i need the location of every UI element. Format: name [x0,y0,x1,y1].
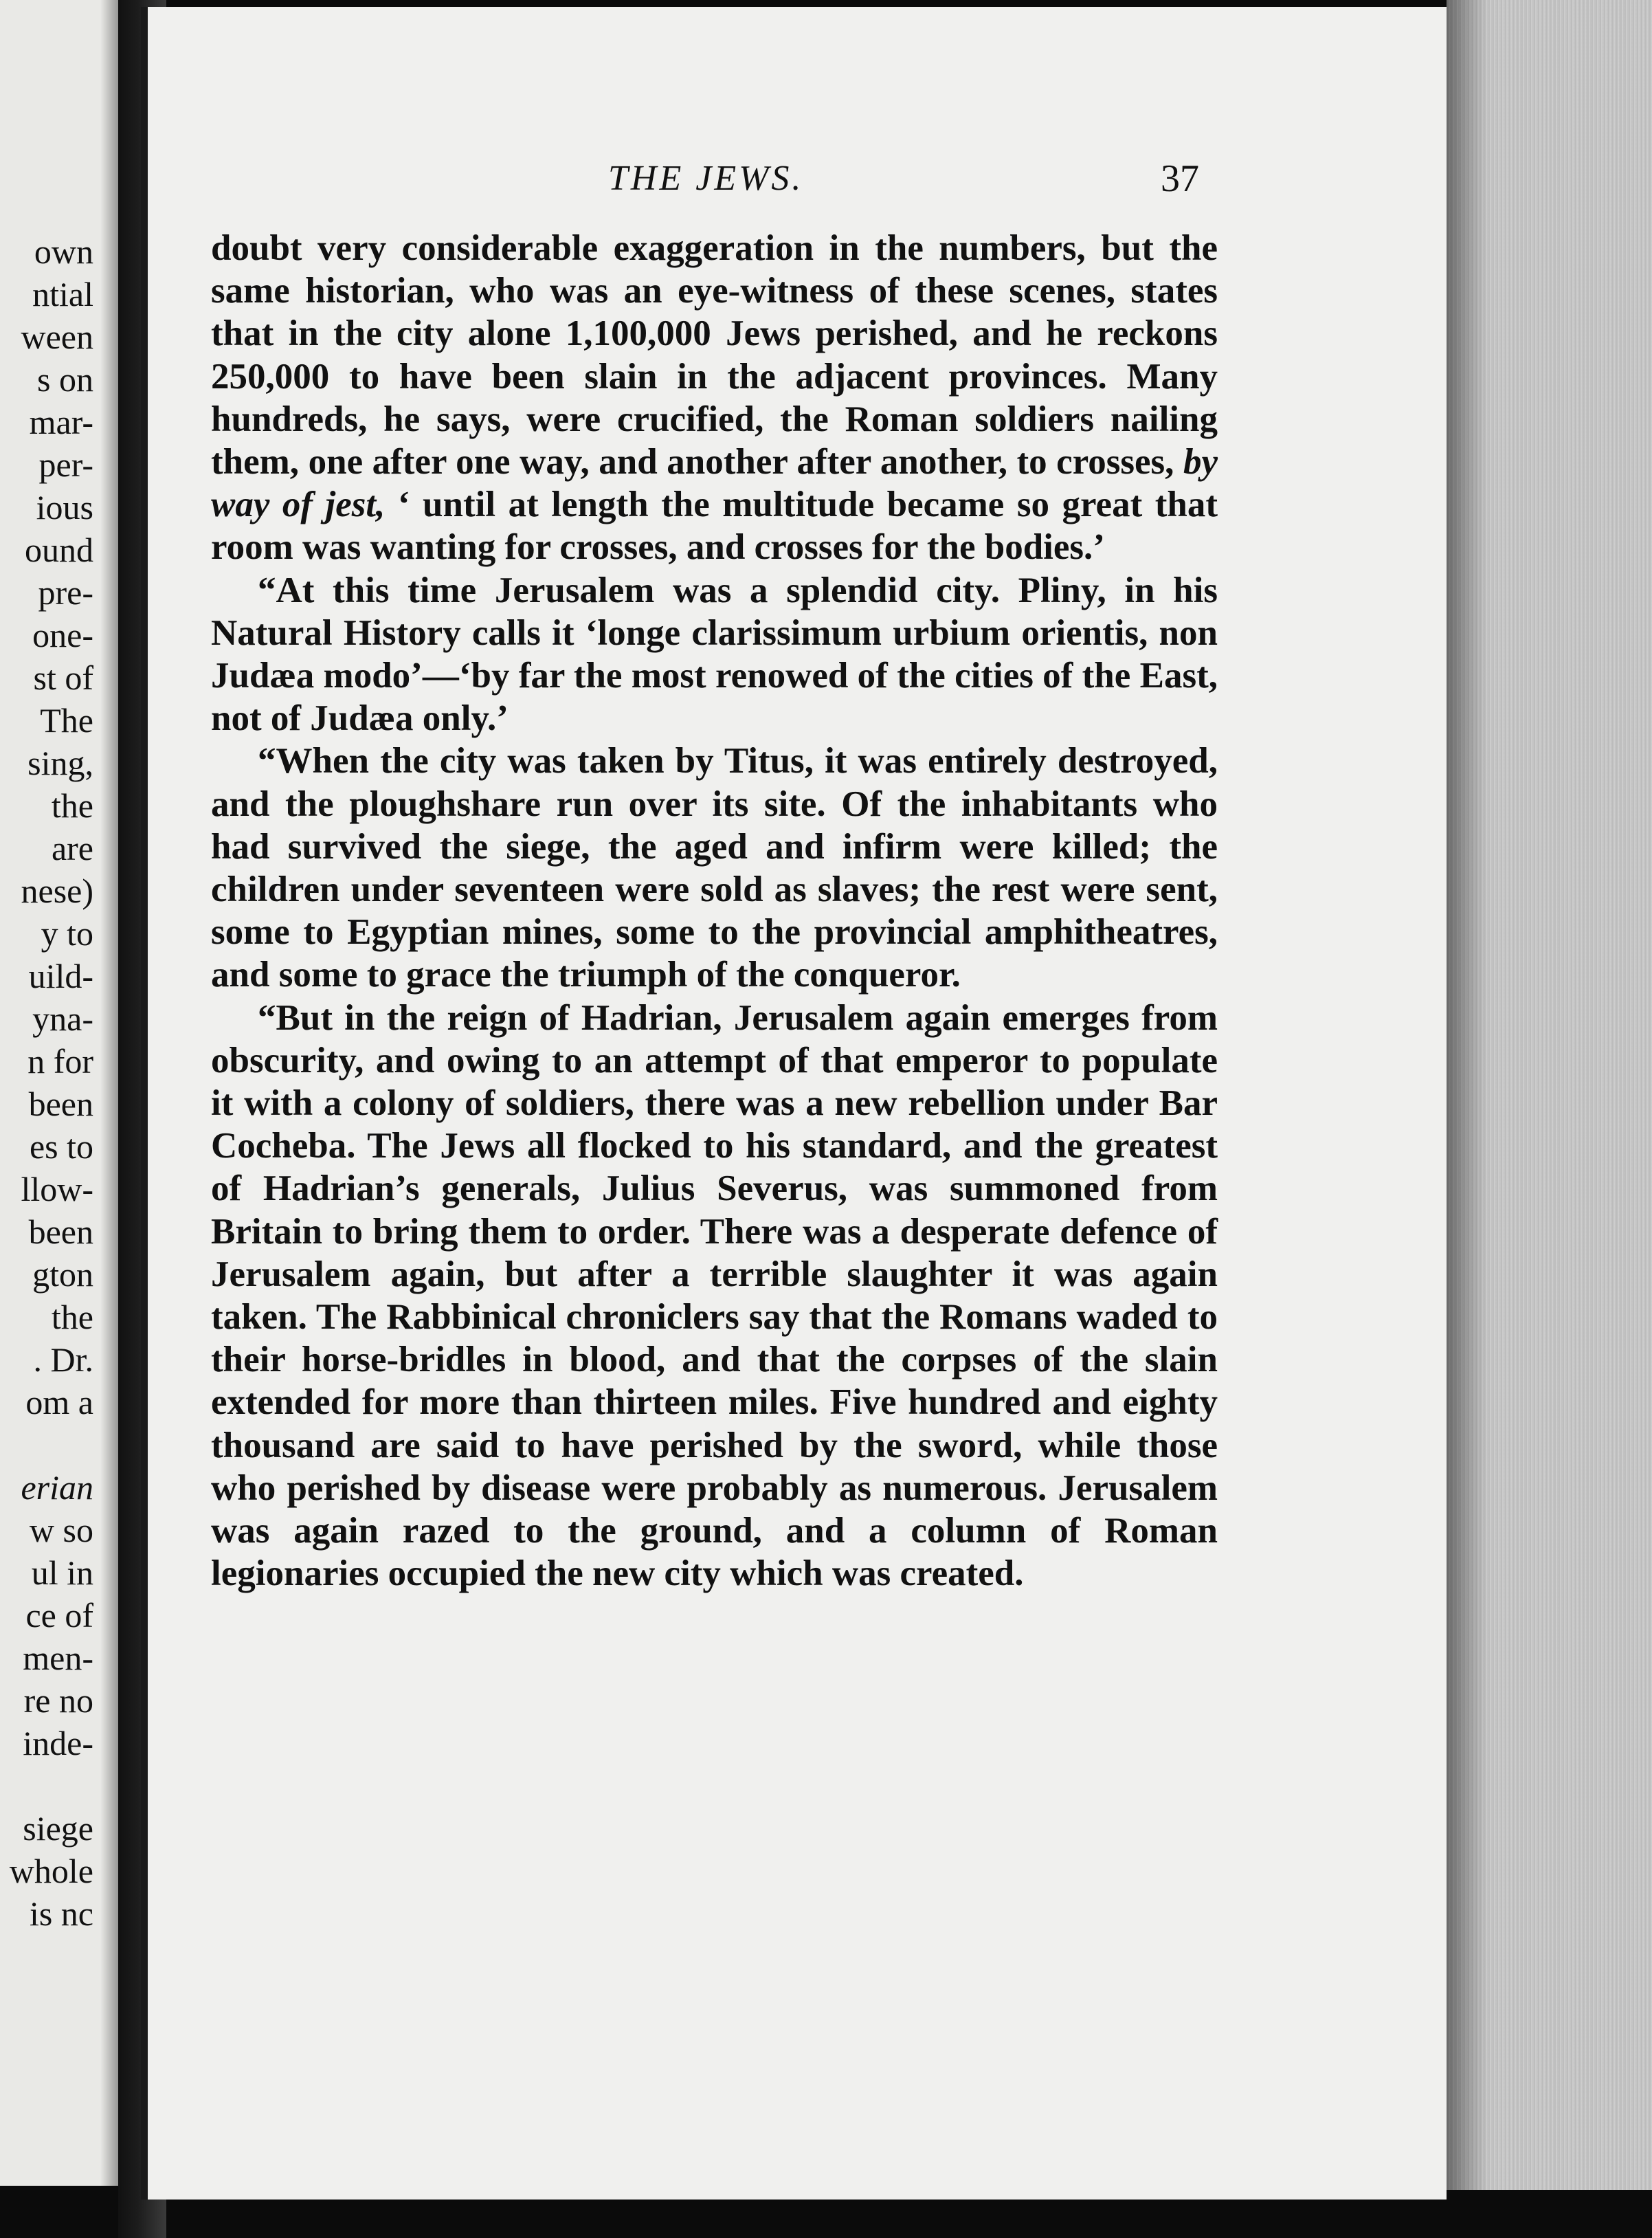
left-page-line: nese) [21,872,93,910]
left-page-line: the [51,786,93,825]
left-page-line: ious [36,488,93,527]
body-text [211,227,1218,1595]
page-edges [1447,0,1652,2238]
paragraph-1 [211,227,1218,569]
left-page-line: y to [41,914,93,953]
left-page-line: is nc [29,1894,93,1933]
paragraph-2: “At this time Jerusalem was a splendid city. Pliny, in his Natural History calls it ‘longe clarissimum urbium orientis, non Judæa modo’—‘by far the most renowed of the cities of the East, not of Judæa only.’ [211,570,1218,739]
paragraph-1-italic-phrase: by way of jest, [211,442,1218,525]
left-page-line: siege [23,1809,93,1848]
left-page-line: per- [38,445,93,484]
left-page-line: s on [37,360,93,399]
scan-background [1447,2190,1652,2238]
left-page-line: erian [21,1468,93,1507]
page-edge-shadow [1447,0,1488,2238]
left-page-line: inde- [23,1724,93,1762]
paragraph-1-text-a: doubt very considerable exaggeration in the numbers, but the same historian, who was an eye-witness of these scenes, states that in the city alone 1,100,000 Jews perished, and he reckons 250,000 to have been slain in the adjacent provinces. Many hundreds, he says, were crucified, the Roman soldiers nailing them, one after one way, and another after another, to crosses, [211,228,1218,483]
left-page-line: one- [32,616,93,654]
paragraph-3: “When the city was taken by Titus, it was entirely destroyed, and the ploughshare run over its site. Of the inhabitants who had survived the siege, the aged and infirm were killed; the children under seventeen were sold as slaves; the rest were sent, some to Egyptian mines, some to the provincial amphitheatres, and some to grace the triumph of the conqueror. [211,741,1218,995]
paragraph-1-text-b: ‘ until at length the multitude became so great that room was wanting for crosses, and crosses for the bodies.’ [211,485,1218,568]
left-page-line: pre- [38,573,93,612]
left-page-line: The [40,701,93,740]
left-page-text-fragments [10,230,93,1935]
left-page-line: been [28,1085,93,1123]
left-page-line: are [51,829,93,867]
left-page-line: om a [25,1383,93,1421]
left-page-line: gton [32,1255,93,1294]
left-page-line: re no [23,1681,93,1720]
left-page-line [10,1764,93,1807]
paragraph-4: “But in the reign of Hadrian, Jerusalem again emerges from obscurity, and owing to an attempt of that emperor to populate it with a colony of soldiers, there was a new rebellion under Bar Cocheba. The Jews all flocked to his standard, and the greatest of Hadrian’s generals, Julius Severus, was summoned from Britain to bring them to order. There was a desperate defence of Jerusalem again, but after a terrible slaughter it was again taken. The Rabbinical chroniclers say that the Romans waded to their horse-bridles in blood, and that the corpses of the slain extended for more than thirteen miles. Five hundred and eighty thousand are said to have perished by the sword, while those who perished by disease were probably as numerous. Jerusalem was again razed to the ground, and a column of Roman legionaries occupied the new city which was created. [211,997,1218,1594]
left-page-line: st of [33,658,93,697]
left-page-line: w so [29,1511,93,1549]
page-number: 37 [1161,157,1199,200]
page-header [148,155,1447,203]
left-page-line: . Dr. [33,1340,93,1379]
left-page-line: sing, [27,744,93,782]
left-page-line: yna- [32,999,93,1038]
left-page-line: es to [29,1127,93,1166]
left-page-line: llow- [21,1170,93,1208]
left-page-line: the [51,1298,93,1336]
left-page-line: ntial [32,275,93,313]
left-facing-page [0,0,121,2186]
left-page-line: n for [27,1042,93,1081]
running-head: THE JEWS. [608,159,804,198]
left-page-line: own [34,232,93,271]
left-page-line: mar- [29,403,93,441]
left-page-line: men- [23,1639,93,1677]
gutter-shadow [100,0,118,2186]
left-page-line: ound [25,531,93,569]
left-page-line [10,1423,93,1466]
left-page-line: been [28,1212,93,1251]
left-page-line: ul in [31,1553,93,1592]
right-page [141,7,1447,2200]
left-page-line: ween [21,318,93,356]
left-page-line: ce of [25,1596,93,1635]
left-page-line: whole [9,1852,93,1890]
left-page-line: uild- [28,957,93,995]
